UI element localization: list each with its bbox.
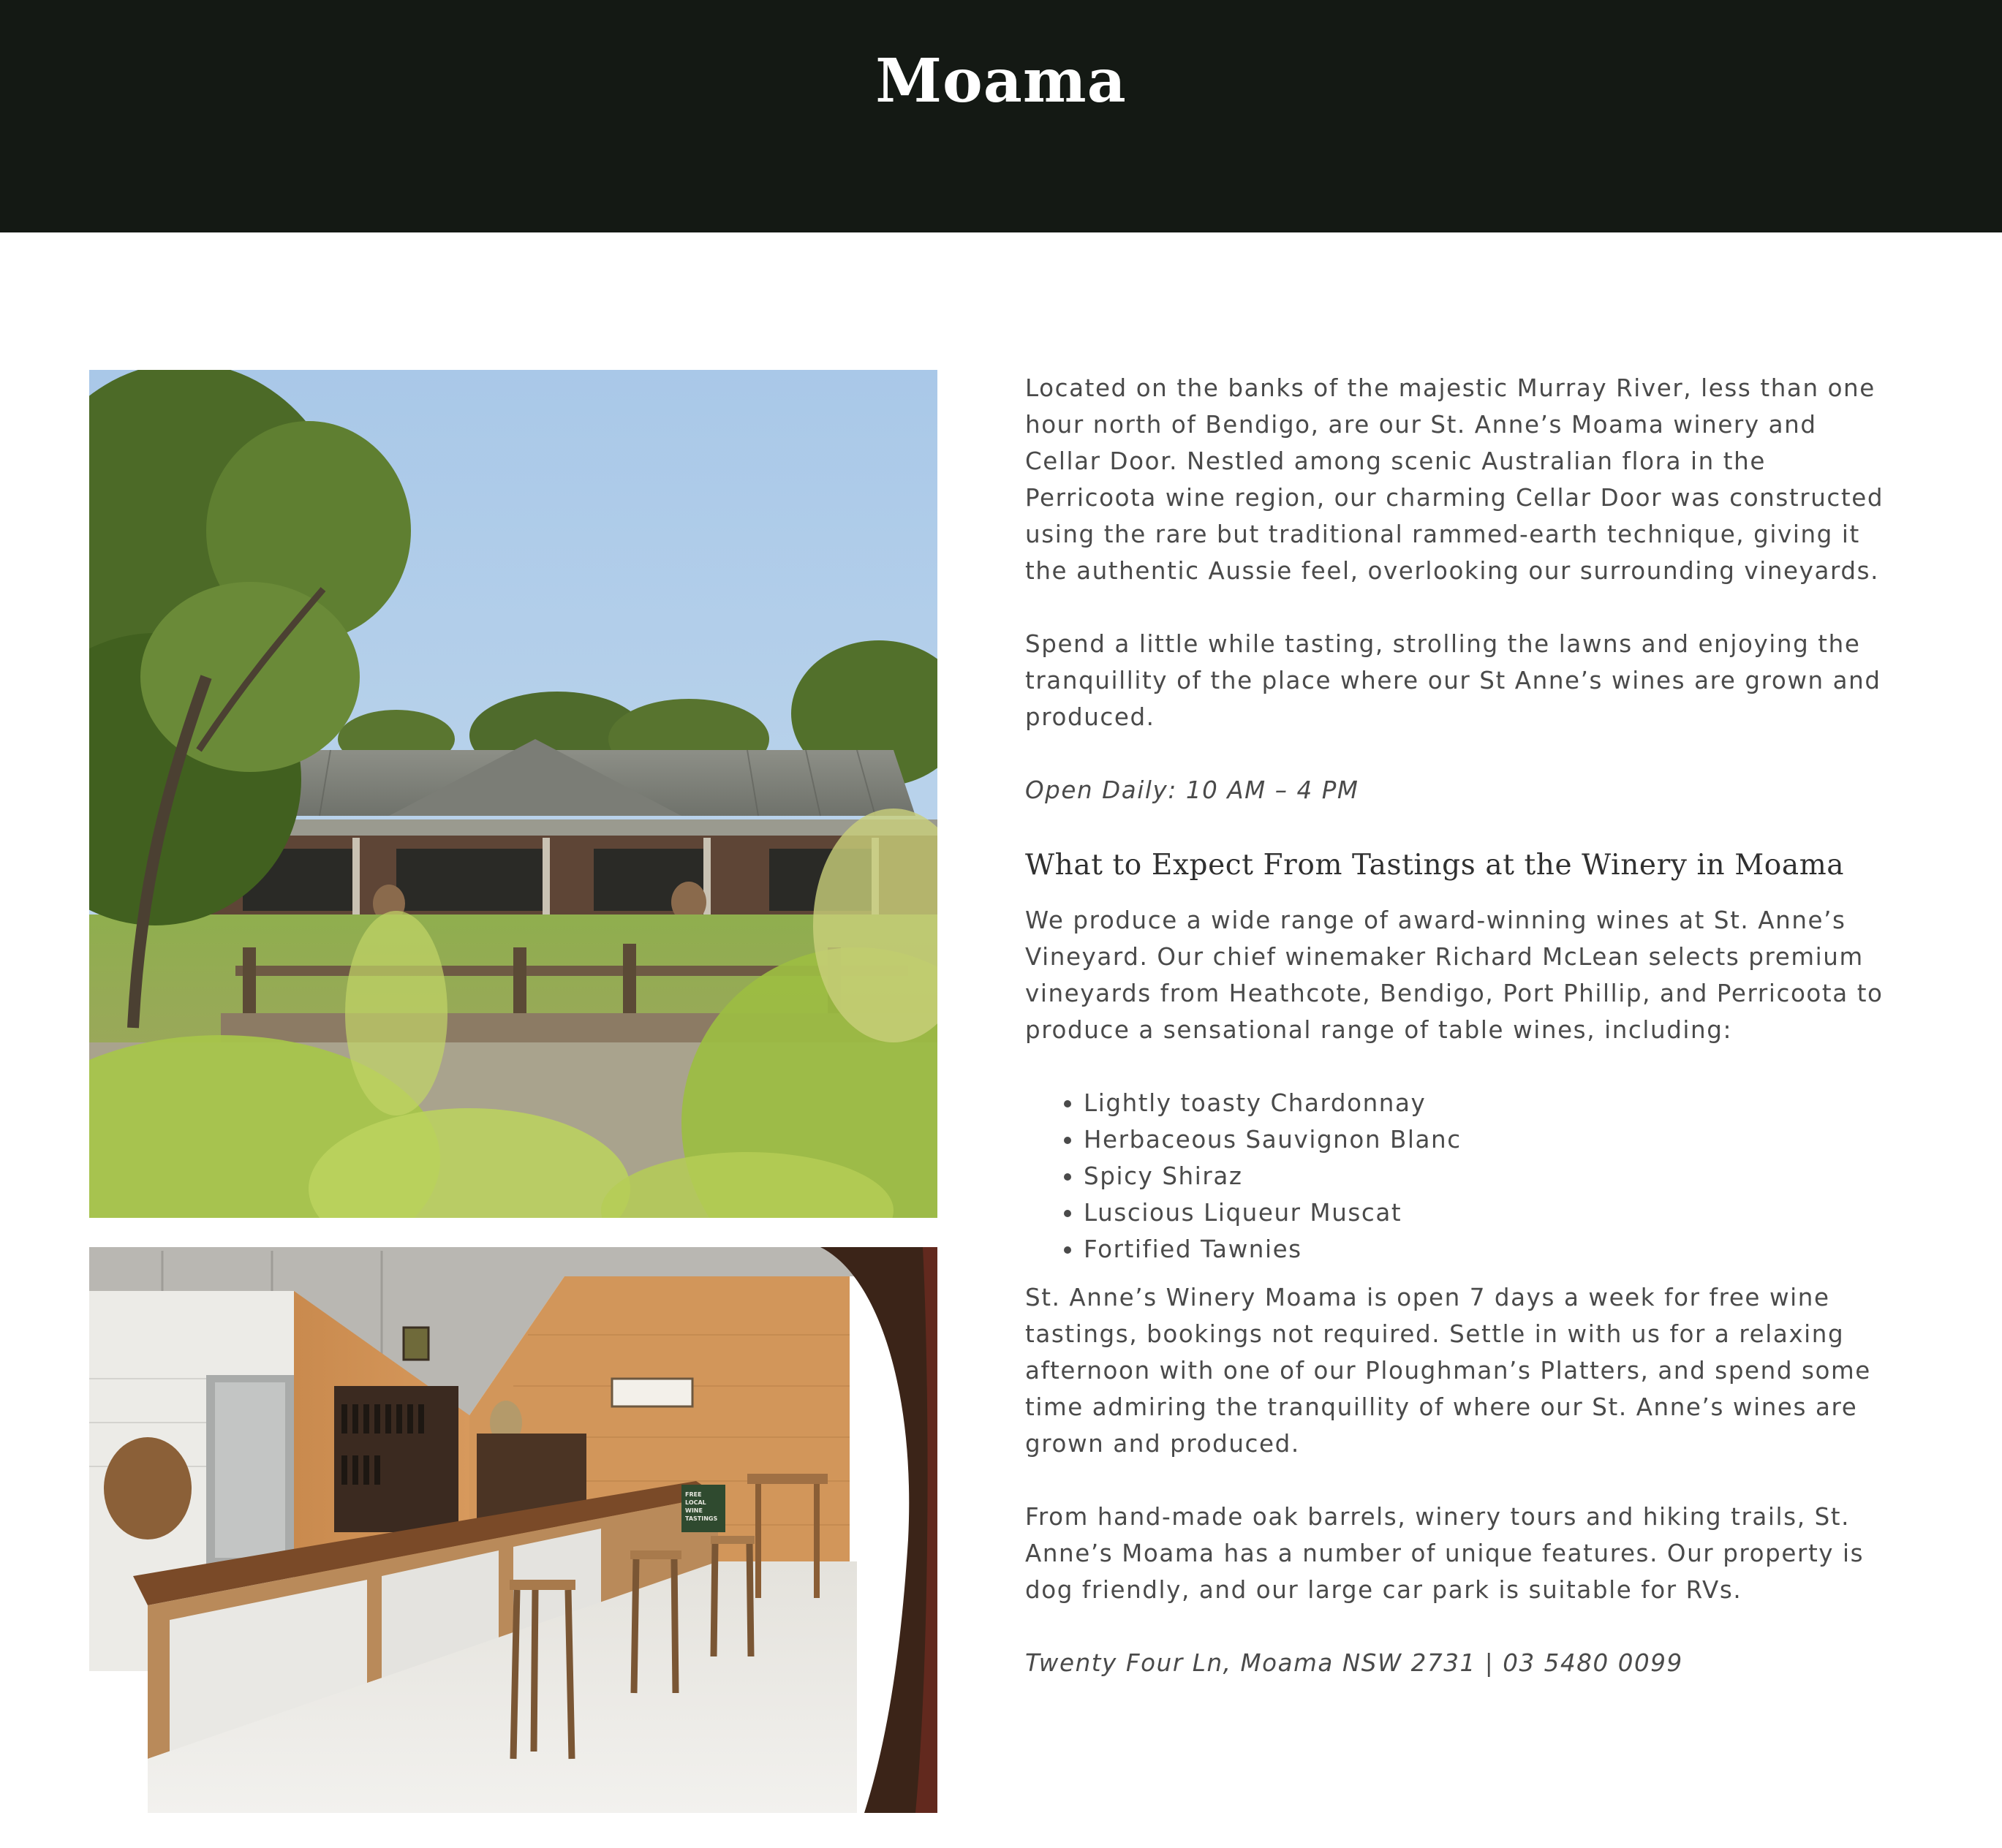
wine-list-item: • Herbaceous Sauvignon Blanc [1084,1121,1888,1158]
location-content [1025,370,1888,1681]
wine-list-item: • Spicy Shiraz [1084,1158,1888,1194]
page-header [0,0,2002,232]
wine-list [1025,1085,1888,1268]
sign-line-3: WINE [685,1507,703,1514]
sign-line-4: TASTINGS [685,1515,718,1522]
sign-line-1: FREE [685,1491,702,1498]
features-paragraph: From hand-made oak barrels, winery tours and hiking trails, St. Anne’s Moama has a number of unique features. Our property is dog friendly, and our large car park is suitable for RVs. [1025,1503,1865,1604]
page-title: Moama [875,46,1127,116]
cellar-door-interior-photo [89,1247,937,1813]
opening-info-paragraph: St. Anne’s Winery Moama is open 7 days a week for free wine tastings, bookings not required. Settle in with us for a relaxing afternoon with one of our Ploughman’s Platters, and spend some time admiring the tranquillity of where our St. Anne’s wines are grown and produced. [1025,1284,1871,1458]
tastings-intro: We produce a wide range of award-winning wines at St. Anne’s Vineyard. Our chief winemaker Richard McLean selects premium vineyards from Heathcote, Bendigo, Port Phillip, and Perricoota to produce a sensational range of table wines, including: [1025,906,1884,1044]
wine-list-item: • Luscious Liqueur Muscat [1084,1194,1888,1231]
cellar-door-exterior-photo [89,370,937,1218]
exterior-illustration [89,370,937,1218]
intro-paragraph-2: Spend a little while tasting, strolling the lawns and enjoying the tranquillity of the place where our St Anne’s wines are grown and produced. [1025,630,1881,731]
wine-list-item: • Lightly toasty Chardonnay [1084,1085,1888,1121]
intro-paragraph-1: Located on the banks of the majestic Murray River, less than one hour north of Bendigo, are our St. Anne’s Moama winery and Cellar Door. Nestled among scenic Australian flora in the Perricoota wine region, our charming Cellar Door was constructed using the rare but traditional rammed-earth technique, giving it the authentic Aussie feel, overlooking our surrounding vineyards. [1025,374,1884,585]
tastings-heading: What to Expect From Tastings at the Winery in Moama [1025,849,1845,882]
sign-line-2: LOCAL [685,1499,706,1506]
address-and-phone: Twenty Four Ln, Moama NSW 2731 | 03 5480 0099 [1025,1649,1683,1677]
opening-hours: Open Daily: 10 AM – 4 PM [1025,776,1359,804]
interior-illustration [89,1247,937,1813]
wine-list-item: • Fortified Tawnies [1084,1231,1888,1268]
